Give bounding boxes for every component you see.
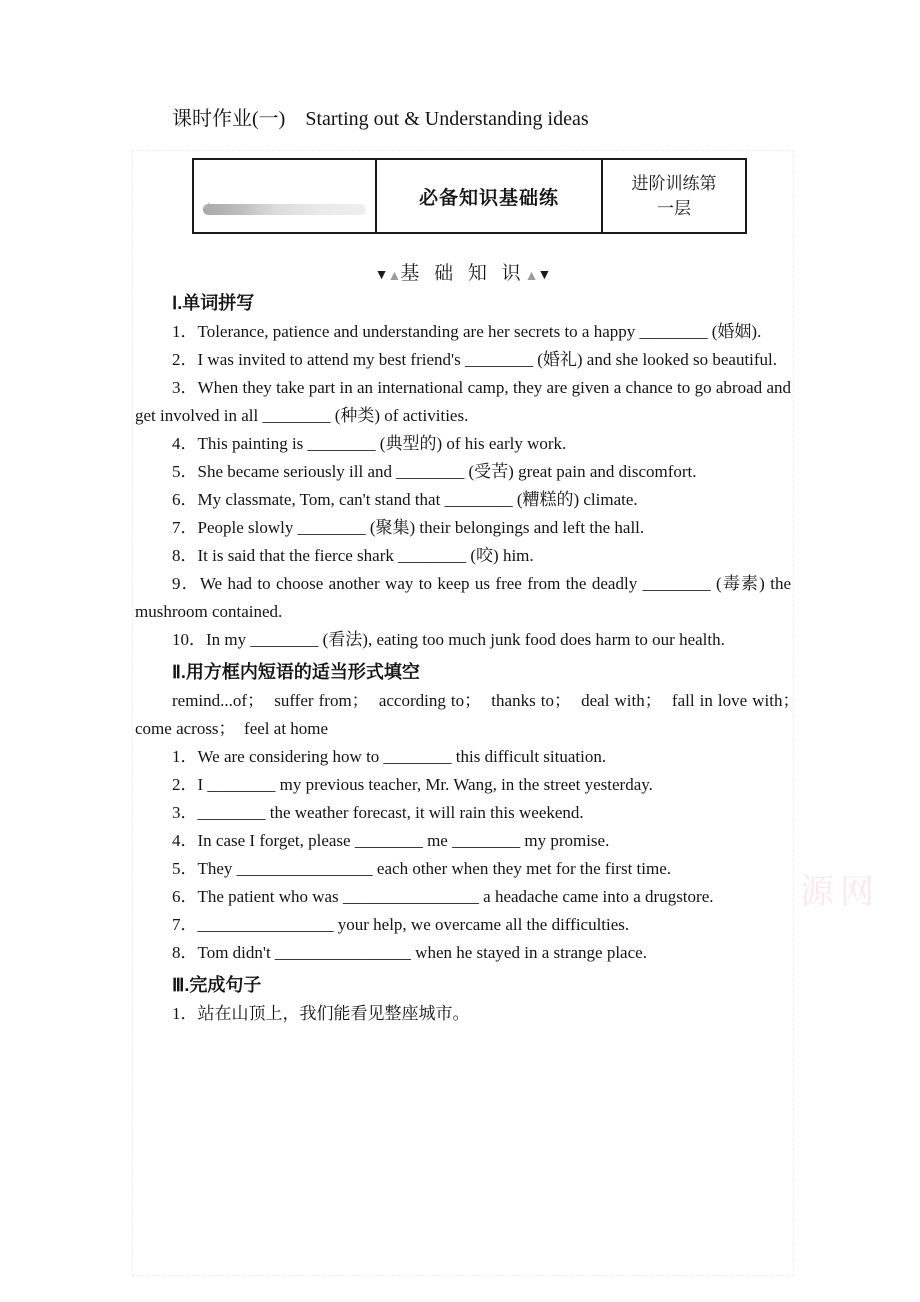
section2-item-3: 3．________ the weather forecast, it will rain this weekend. xyxy=(172,803,584,822)
level-label-cell xyxy=(602,159,746,233)
section1-item-3: 3．When they take part in an international camp, they are given a chance to go abroad and get involved in all ________ (种类) of activities. xyxy=(135,378,791,425)
faded-logo-strip xyxy=(203,198,366,215)
section2-item-5: 5．They ________________ each other when they met for the first time. xyxy=(172,859,672,878)
section2-item-1: 1．We are considering how to ________ this difficult situation. xyxy=(172,747,607,766)
section2-phrase-box: remind...of； suffer from； according to； thanks to； deal with； fall in love with； come across； feel at home xyxy=(135,691,808,738)
worksheet-content xyxy=(135,104,808,1028)
section1-item-9: 9．We had to choose another way to keep us free from the deadly ________ (毒素) the mushroom contained. xyxy=(135,574,791,621)
section1-item-10: 10．In my ________ (看法), eating too much junk food does harm to our health. xyxy=(172,630,725,649)
section1-item-8: 8．It is said that the fierce shark ________ (咬) him. xyxy=(172,546,534,565)
knowledge-practice-label: 必备知识基础练 xyxy=(376,159,602,233)
triangle-up-gray-icon: ▲ xyxy=(524,269,539,284)
section1-item-2: 2．I was invited to attend my best friend's ________ (婚礼) and she looked so beautiful. xyxy=(172,350,778,369)
section1-item-5: 5．She became seriously ill and ________ (受苦) great pain and discomfort. xyxy=(172,462,697,481)
triangle-down-icon: ▼ xyxy=(374,268,389,283)
level-label-line2: 一层 xyxy=(657,199,691,218)
header-table xyxy=(192,158,747,234)
section3-heading: Ⅲ.完成句子 xyxy=(172,975,262,995)
section2-item-4: 4．In case I forget, please ________ me ________ my promise. xyxy=(172,831,610,850)
section1-item-7: 7．People slowly ________ (聚集) their belongings and left the hall. xyxy=(172,518,645,537)
section2-item-8: 8．Tom didn't ________________ when he stayed in a strange place. xyxy=(172,943,647,962)
triangle-up-gray-icon: ▲ xyxy=(387,269,402,284)
section2-item-2: 2．I ________ my previous teacher, Mr. Wang, in the street yesterday. xyxy=(172,775,653,794)
check-icon: ✓ xyxy=(203,198,213,212)
section1-item-6: 6．My classmate, Tom, can't stand that ________ (糟糕的) climate. xyxy=(172,490,638,509)
level-label-line1: 进阶训练第 xyxy=(631,174,717,193)
section1-item-4: 4．This painting is ________ (典型的) of his early work. xyxy=(172,434,567,453)
faint-site-watermark: 源网 xyxy=(800,874,880,911)
section2-item-6: 6．The patient who was ________________ a headache came into a drugstore. xyxy=(172,887,714,906)
header-table-row xyxy=(193,159,746,233)
section1-item-1: 1．Tolerance, patience and understanding are her secrets to a happy ________ (婚姻). xyxy=(172,322,762,341)
triangle-down-icon: ▼ xyxy=(537,268,552,283)
logo-cell xyxy=(193,159,376,233)
section2-heading: Ⅱ.用方框内短语的适当形式填空 xyxy=(172,662,420,682)
section1-heading: Ⅰ.单词拼写 xyxy=(172,293,255,313)
section3-item-1: 1．站在山顶上，我们能看见整座城市。 xyxy=(172,1004,470,1023)
basic-knowledge-banner xyxy=(135,258,791,285)
banner-text: 基 础 知 识 xyxy=(400,263,526,284)
section2-item-7: 7．________________ your help, we overcame all the difficulties. xyxy=(172,915,630,934)
page-title: 课时作业(一) Starting out & Understanding ideas xyxy=(172,108,589,130)
